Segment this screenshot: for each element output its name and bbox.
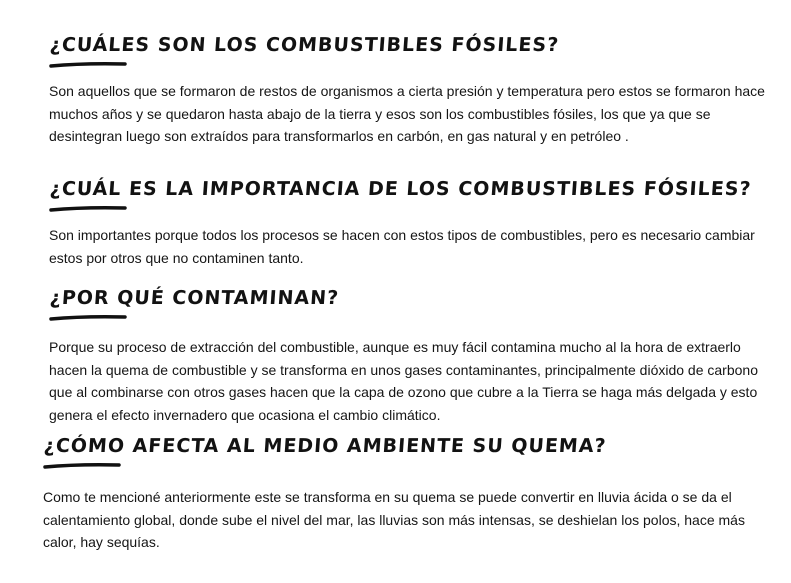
section-heading: ¿CÓMO AFECTA AL MEDIO AMBIENTE SU QUEMA? xyxy=(43,435,608,457)
section-heading: ¿CUÁLES SON LOS COMBUSTIBLES FÓSILES? xyxy=(49,34,560,56)
section-body: Como te mencioné anteriormente este se transforma en su quema se puede convertir en lluvia ácida o se da el calentamiento global, donde sube el nivel del mar, las lluvias son más intensas, se deshielan los polos, hace más calor, hay sequías. xyxy=(43,489,745,550)
section-heading: ¿POR QUÉ CONTAMINAN? xyxy=(49,287,340,309)
section-contaminan xyxy=(49,286,764,426)
section-heading: ¿CUÁL ES LA IMPORTANCIA DE LOS COMBUSTIBLES FÓSILES? xyxy=(49,178,753,200)
section-importancia xyxy=(49,177,769,269)
heading-underline xyxy=(49,314,129,322)
section-body: Son aquellos que se formaron de restos de organismos a cierta presión y temperatura pero estos se formaron hace muchos años y se quedaron hasta abajo de la tierra y esos son los combustibles fósiles, los que ya que se desintegran luego son extraídos para transformarlos en carbón, en gas natural y en petróleo . xyxy=(49,83,765,144)
heading-underline xyxy=(43,462,123,470)
section-body: Son importantes porque todos los procesos se hacen con estos tipos de combustibles, pero es necesario cambiar estos por otros que no contaminen tanto. xyxy=(49,227,755,266)
section-body: Porque su proceso de extracción del combustible, aunque es muy fácil contamina mucho al la hora de extraerlo hacen la quema de combustible y se transforma en unos gases contaminantes, principalmente dióxido de carbono que al combinarse con otros gases hacen que la capa de ozono que cubre a la Tierra se haga más delgada y esto genera el efecto invernadero que ocasiona el cambio climático. xyxy=(49,339,758,423)
section-que-son xyxy=(49,33,769,148)
section-afecta xyxy=(43,434,773,554)
heading-underline xyxy=(49,61,129,69)
heading-underline xyxy=(49,205,129,213)
